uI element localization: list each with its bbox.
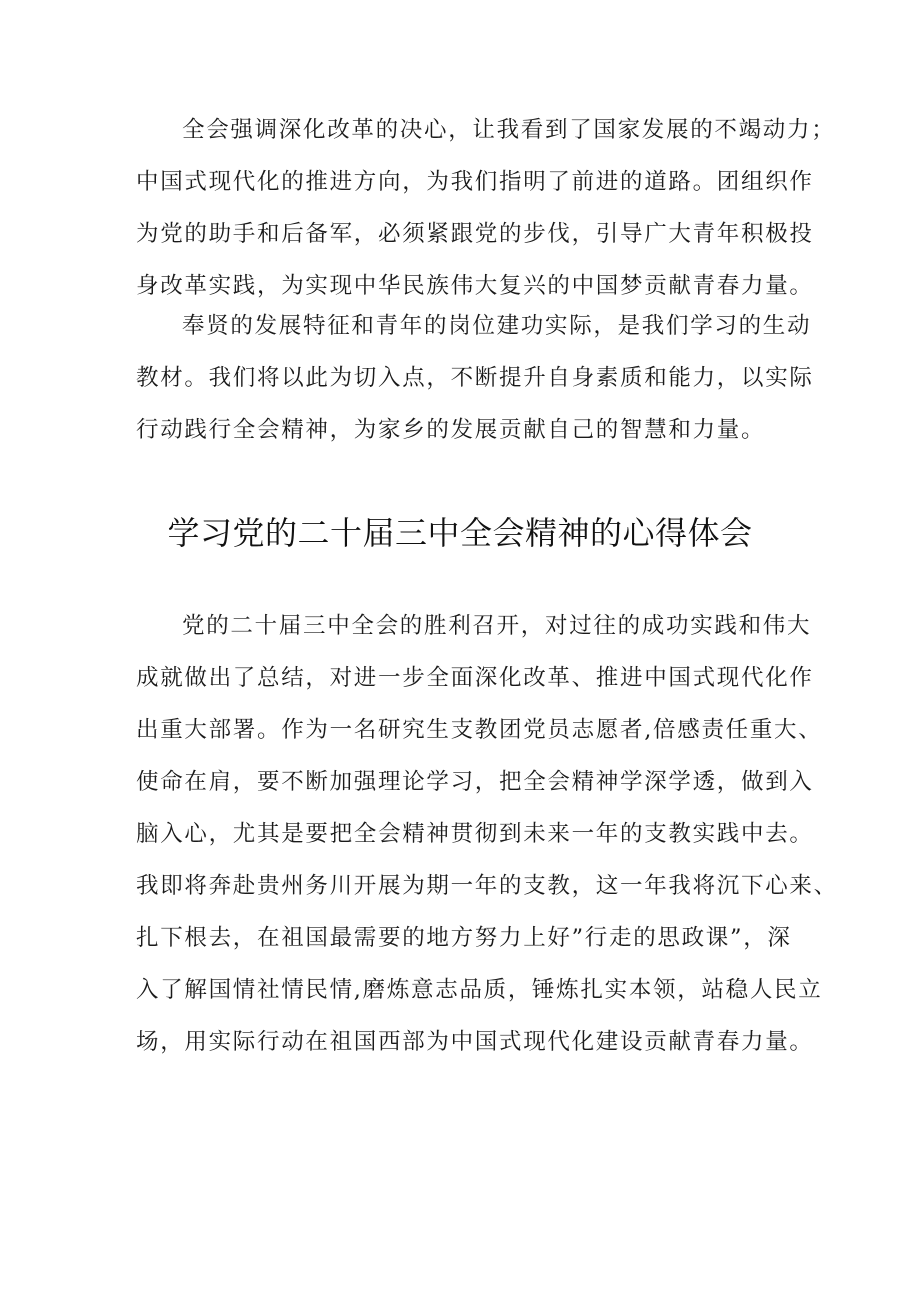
article-title: 学习党的二十届三中全会精神的心得体会: [167, 514, 753, 552]
text-line: 中国式现代化的推进方向，为我们指明了前进的道路。团组织作: [136, 169, 814, 195]
article-paragraph: [136, 600, 838, 1068]
text-line: 身改革实践，为实现中华民族伟大复兴的中国梦贡献青春力量。: [136, 273, 814, 299]
text-line: 出重大部署。作为一名研究生支教团党员志愿者,倍感责任重大、: [136, 717, 823, 743]
text-line: 场，用实际行动在祖国西部为中国式现代化建设贡献青春力量。: [136, 1029, 814, 1055]
text-line: 扎下根去，在祖国最需要的地方努力上好”行走的思政课”，深: [136, 925, 792, 951]
text-line: 脑入心，尤其是要把全会精神贯彻到未来一年的支教实践中去。: [136, 821, 814, 847]
section-1-paragraph-1: [136, 104, 836, 312]
text-line: 行动践行全会精神，为家乡的发展贡献自己的智慧和力量。: [136, 417, 766, 443]
text-line: 我即将奔赴贵州务川开展为期一年的支教，这一年我将沉下心来、: [136, 873, 838, 899]
text-line: 使命在肩，要不断加强理论学习，把全会精神学深学透，做到入: [136, 769, 814, 795]
text-line: 党的二十届三中全会的胜利召开，对过往的成功实践和伟大: [182, 613, 812, 639]
section-1-paragraph-2: [136, 300, 814, 456]
text-line: 成就做出了总结，对进一步全面深化改革、推进中国式现代化作: [136, 665, 814, 691]
text-line: 全会强调深化改革的决心，让我看到了国家发展的不竭动力；: [182, 117, 836, 143]
text-line: 入了解国情社情民情,磨炼意志品质，锤炼扎实本领，站稳人民立: [136, 977, 823, 1003]
text-line: 奉贤的发展特征和青年的岗位建功实际，是我们学习的生动: [182, 313, 812, 339]
text-line: 教材。我们将以此为切入点，不断提升自身素质和能力，以实际: [136, 365, 814, 391]
text-line: 为党的助手和后备军，必须紧跟党的步伐，引导广大青年积极投: [136, 221, 814, 247]
